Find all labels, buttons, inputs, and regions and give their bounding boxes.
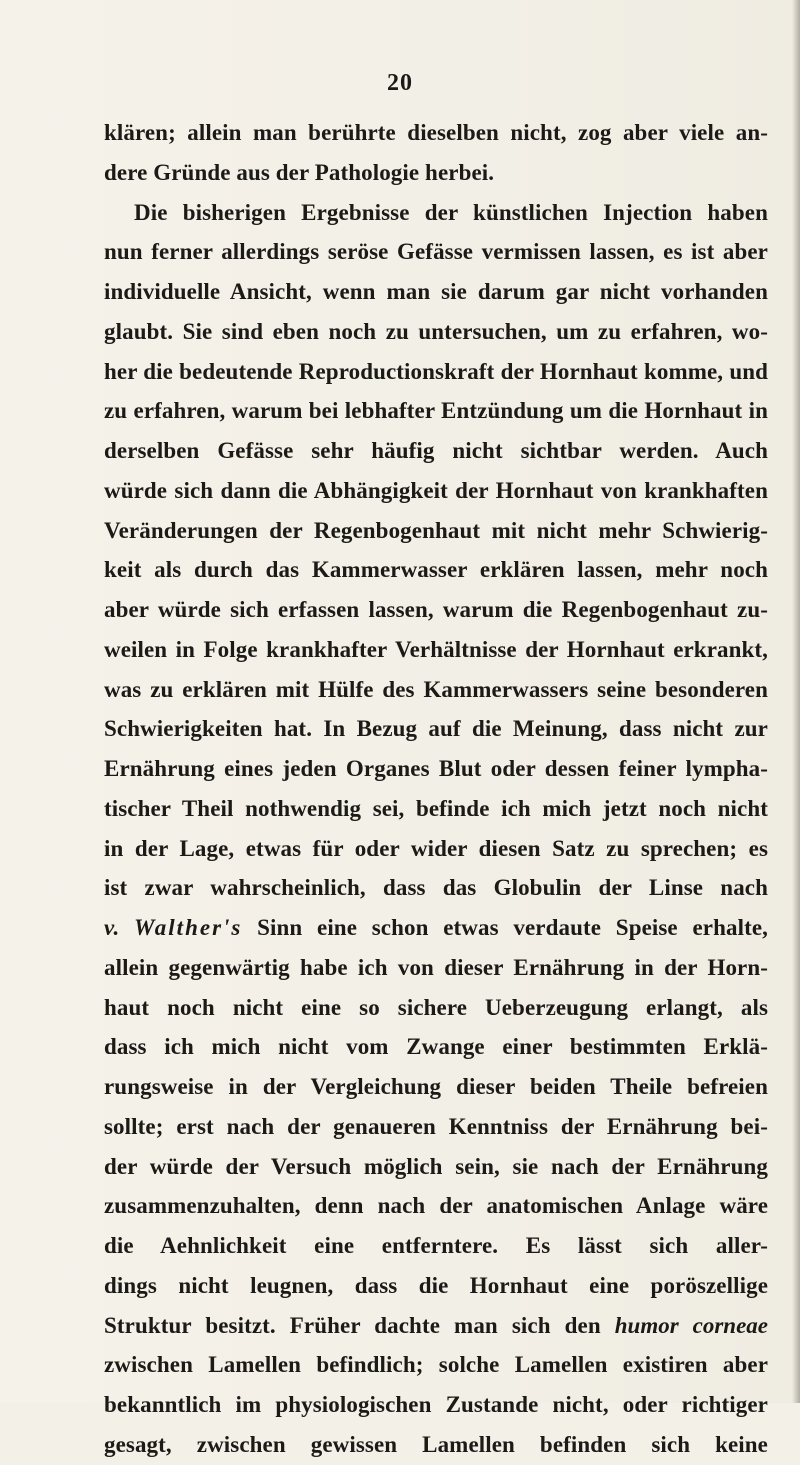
text-line: weilen in Folge krankhafter Verhältnisse der Hornhaut erkrankt,: [104, 636, 768, 662]
text-line: nun ferner allerdings seröse Gefässe vermissen lassen, es ist aber: [104, 239, 768, 265]
text-line: zwischen Lamellen befindlich; solche Lamellen existiren aber: [104, 1352, 768, 1378]
text-line: sollte; erst nach der genaueren Kenntniss der Ernährung bei-: [104, 1113, 768, 1139]
walther-name: Walther's: [134, 915, 243, 940]
text-line: Die bisherigen Ergebnisse der künstlichen Injection haben: [134, 199, 768, 225]
text-line: haut noch nicht eine so sichere Ueberzeugung erlangt, als: [104, 994, 768, 1020]
page-edge-shadow: [792, 0, 800, 1403]
text-line: rungsweise in der Vergleichung dieser beiden Theile befreien: [104, 1074, 768, 1099]
text-line: der würde der Versuch möglich sein, sie nach der Ernährung: [104, 1153, 768, 1179]
walther-rest: Sinn eine schon etwas verdaute Speise erhalte,: [242, 915, 768, 940]
walther-prefix: v.: [104, 915, 135, 940]
text-line: zusammenzuhalten, denn nach der anatomischen Anlage wäre: [104, 1193, 768, 1219]
text-line: keit als durch das Kammerwasser erklären lassen, mehr noch: [104, 557, 768, 583]
text-line: klären; allein man berührte dieselben nicht, zog aber viele an-: [104, 120, 768, 145]
text-line: die Aehnlichkeit eine entferntere. Es lässt sich aller-: [104, 1233, 768, 1258]
text-line-humor: [104, 1306, 768, 1346]
text-line: in der Lage, etwas für oder wider diesen Satz zu sprechen; es: [104, 835, 768, 861]
text-line-walther: [104, 908, 768, 948]
text-line: Schwierigkeiten hat. In Bezug auf die Meinung, dass nicht zur: [104, 716, 768, 742]
page-number: 20: [387, 70, 413, 96]
text-line: individuelle Ansicht, wenn man sie darum gar nicht vorhanden: [104, 279, 768, 304]
text-line: würde sich dann die Abhängigkeit der Hornhaut von krankhaften: [104, 477, 768, 503]
text-line: dass ich mich nicht vom Zwange einer bestimmten Erklä-: [104, 1034, 768, 1060]
text-line: derselben Gefässe sehr häufig nicht sichtbar werden. Auch: [104, 438, 768, 463]
text-line: gesagt, zwischen gewissen Lamellen befinden sich keine: [104, 1431, 768, 1457]
text-line: bekanntlich im physiologischen Zustande nicht, oder richtiger: [104, 1392, 768, 1417]
humor-before: Struktur besitzt. Früher dachte man sich den: [104, 1312, 615, 1338]
humor-corneae: humor corneae: [614, 1312, 768, 1338]
text-line: zu erfahren, warum bei lebhafter Entzündung um die Hornhaut in: [104, 398, 768, 424]
text-line: glaubt. Sie sind eben noch zu untersuchen, um zu erfahren, wo-: [104, 318, 768, 344]
body-text: [104, 113, 768, 1465]
text-line: was zu erklären mit Hülfe des Kammerwassers seine besonderen: [104, 676, 768, 702]
text-line: allein gegenwärtig habe ich von dieser Ernährung in der Horn-: [104, 954, 768, 980]
text-line: her die bedeutende Reproductionskraft der Hornhaut komme, und: [104, 358, 768, 384]
text-line: dings nicht leugnen, dass die Hornhaut eine poröszellige: [104, 1272, 768, 1298]
text-line: tischer Theil nothwendig sei, befinde ich mich jetzt noch nicht: [104, 795, 768, 821]
text-line: Ernährung eines jeden Organes Blut oder dessen feiner lympha-: [104, 756, 768, 781]
text-line: dere Gründe aus der Pathologie herbei.: [104, 159, 495, 185]
text-line: ist zwar wahrscheinlich, dass das Globulin der Linse nach: [104, 875, 768, 901]
text-line: aber würde sich erfassen lassen, warum die Regenbogenhaut zu-: [104, 597, 768, 622]
text-line: Veränderungen der Regenbogenhaut mit nicht mehr Schwierig-: [104, 517, 768, 543]
